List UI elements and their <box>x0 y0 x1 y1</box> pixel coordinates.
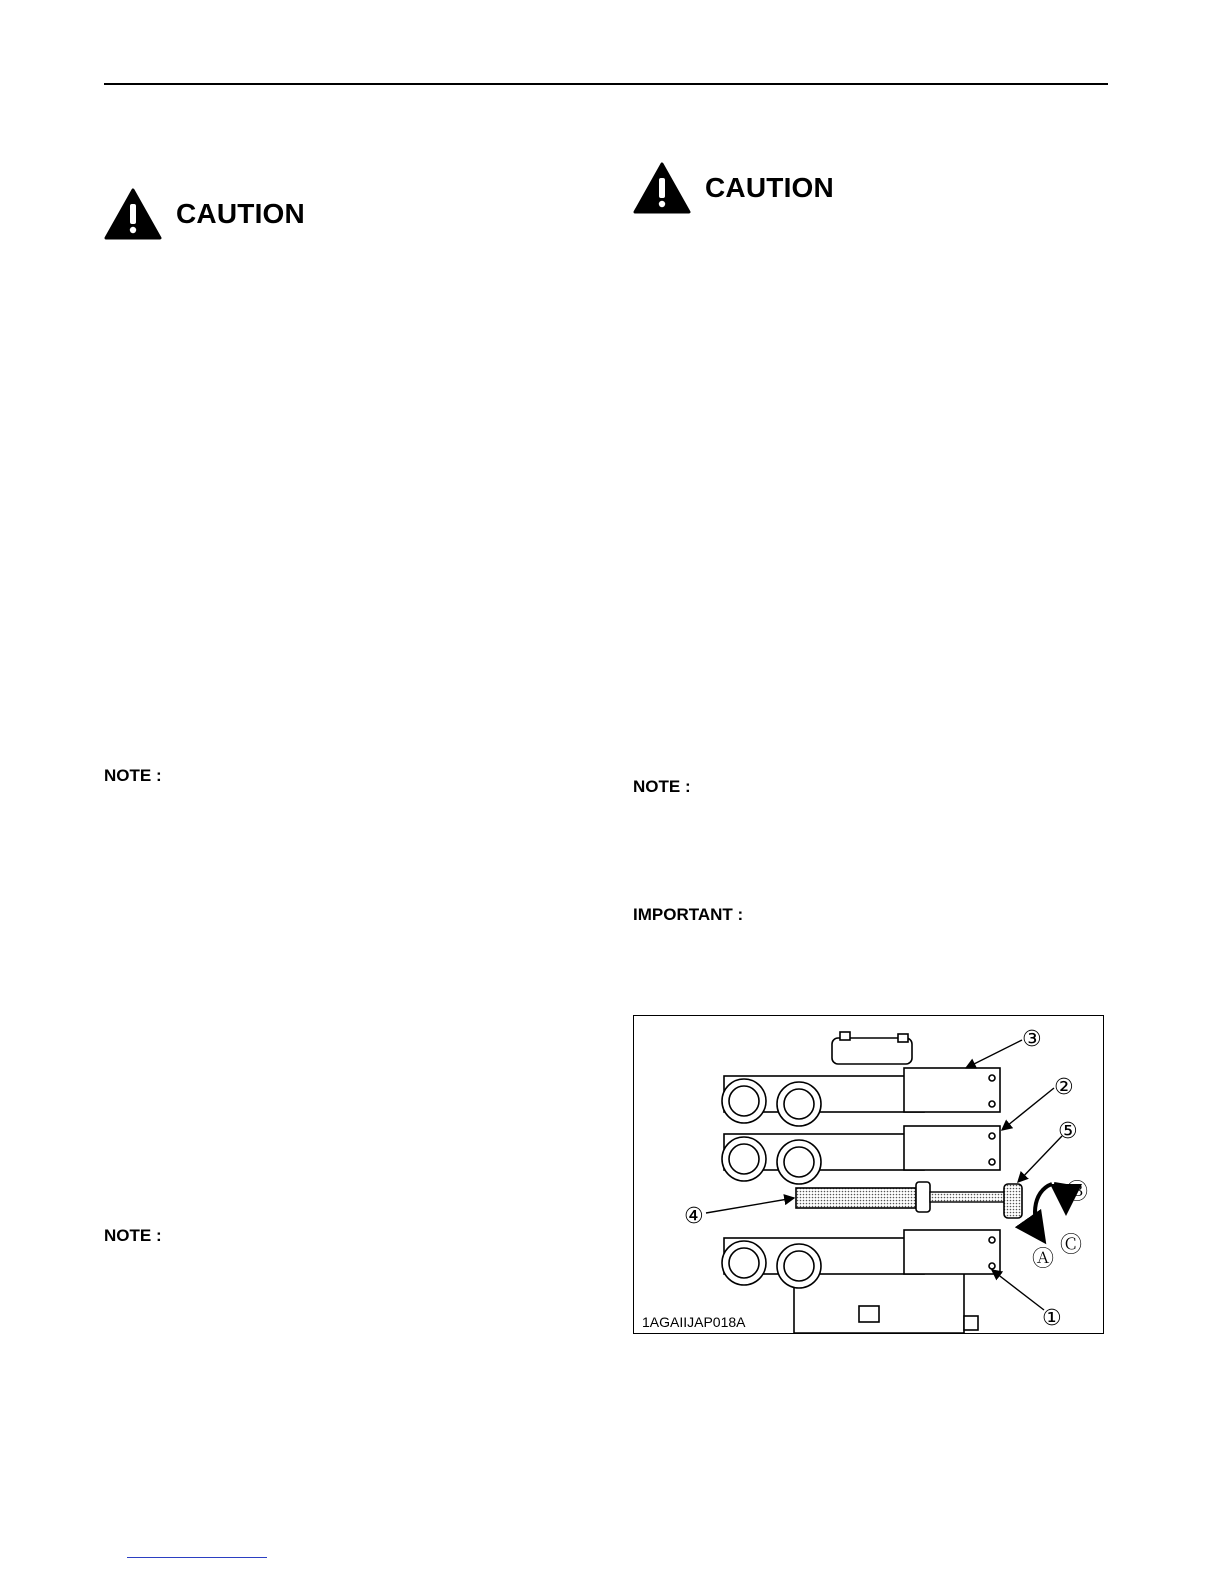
note-label-right-1: NOTE : <box>633 777 691 796</box>
important-label: IMPORTANT : <box>633 905 744 924</box>
note-label-left-2: NOTE : <box>104 1226 162 1245</box>
callout-3: ③ <box>1022 1027 1042 1052</box>
caution-label: CAUTION <box>176 198 305 229</box>
callout-A: Ⓐ <box>1032 1247 1055 1272</box>
note-label-left-1: NOTE : <box>104 766 162 785</box>
callout-4: ④ <box>684 1204 704 1229</box>
callout-2: ② <box>1054 1075 1074 1100</box>
callout-B: Ⓑ <box>1066 1180 1089 1205</box>
figure-id: 1AGAIIJAP018A <box>642 1314 746 1330</box>
valve-illustration <box>634 1016 1103 1333</box>
caution-label: CAUTION <box>705 172 834 203</box>
caution-heading-right <box>633 162 834 214</box>
callout-1: ① <box>1042 1306 1062 1331</box>
valve-figure <box>633 1015 1104 1334</box>
warning-triangle-icon <box>104 188 162 240</box>
callout-C: Ⓒ <box>1060 1233 1083 1258</box>
footer-link-underline[interactable] <box>127 1557 267 1558</box>
callout-5: ⑤ <box>1058 1119 1078 1144</box>
caution-heading-left <box>104 188 305 240</box>
header-rule <box>104 83 1108 85</box>
warning-triangle-icon <box>633 162 691 214</box>
